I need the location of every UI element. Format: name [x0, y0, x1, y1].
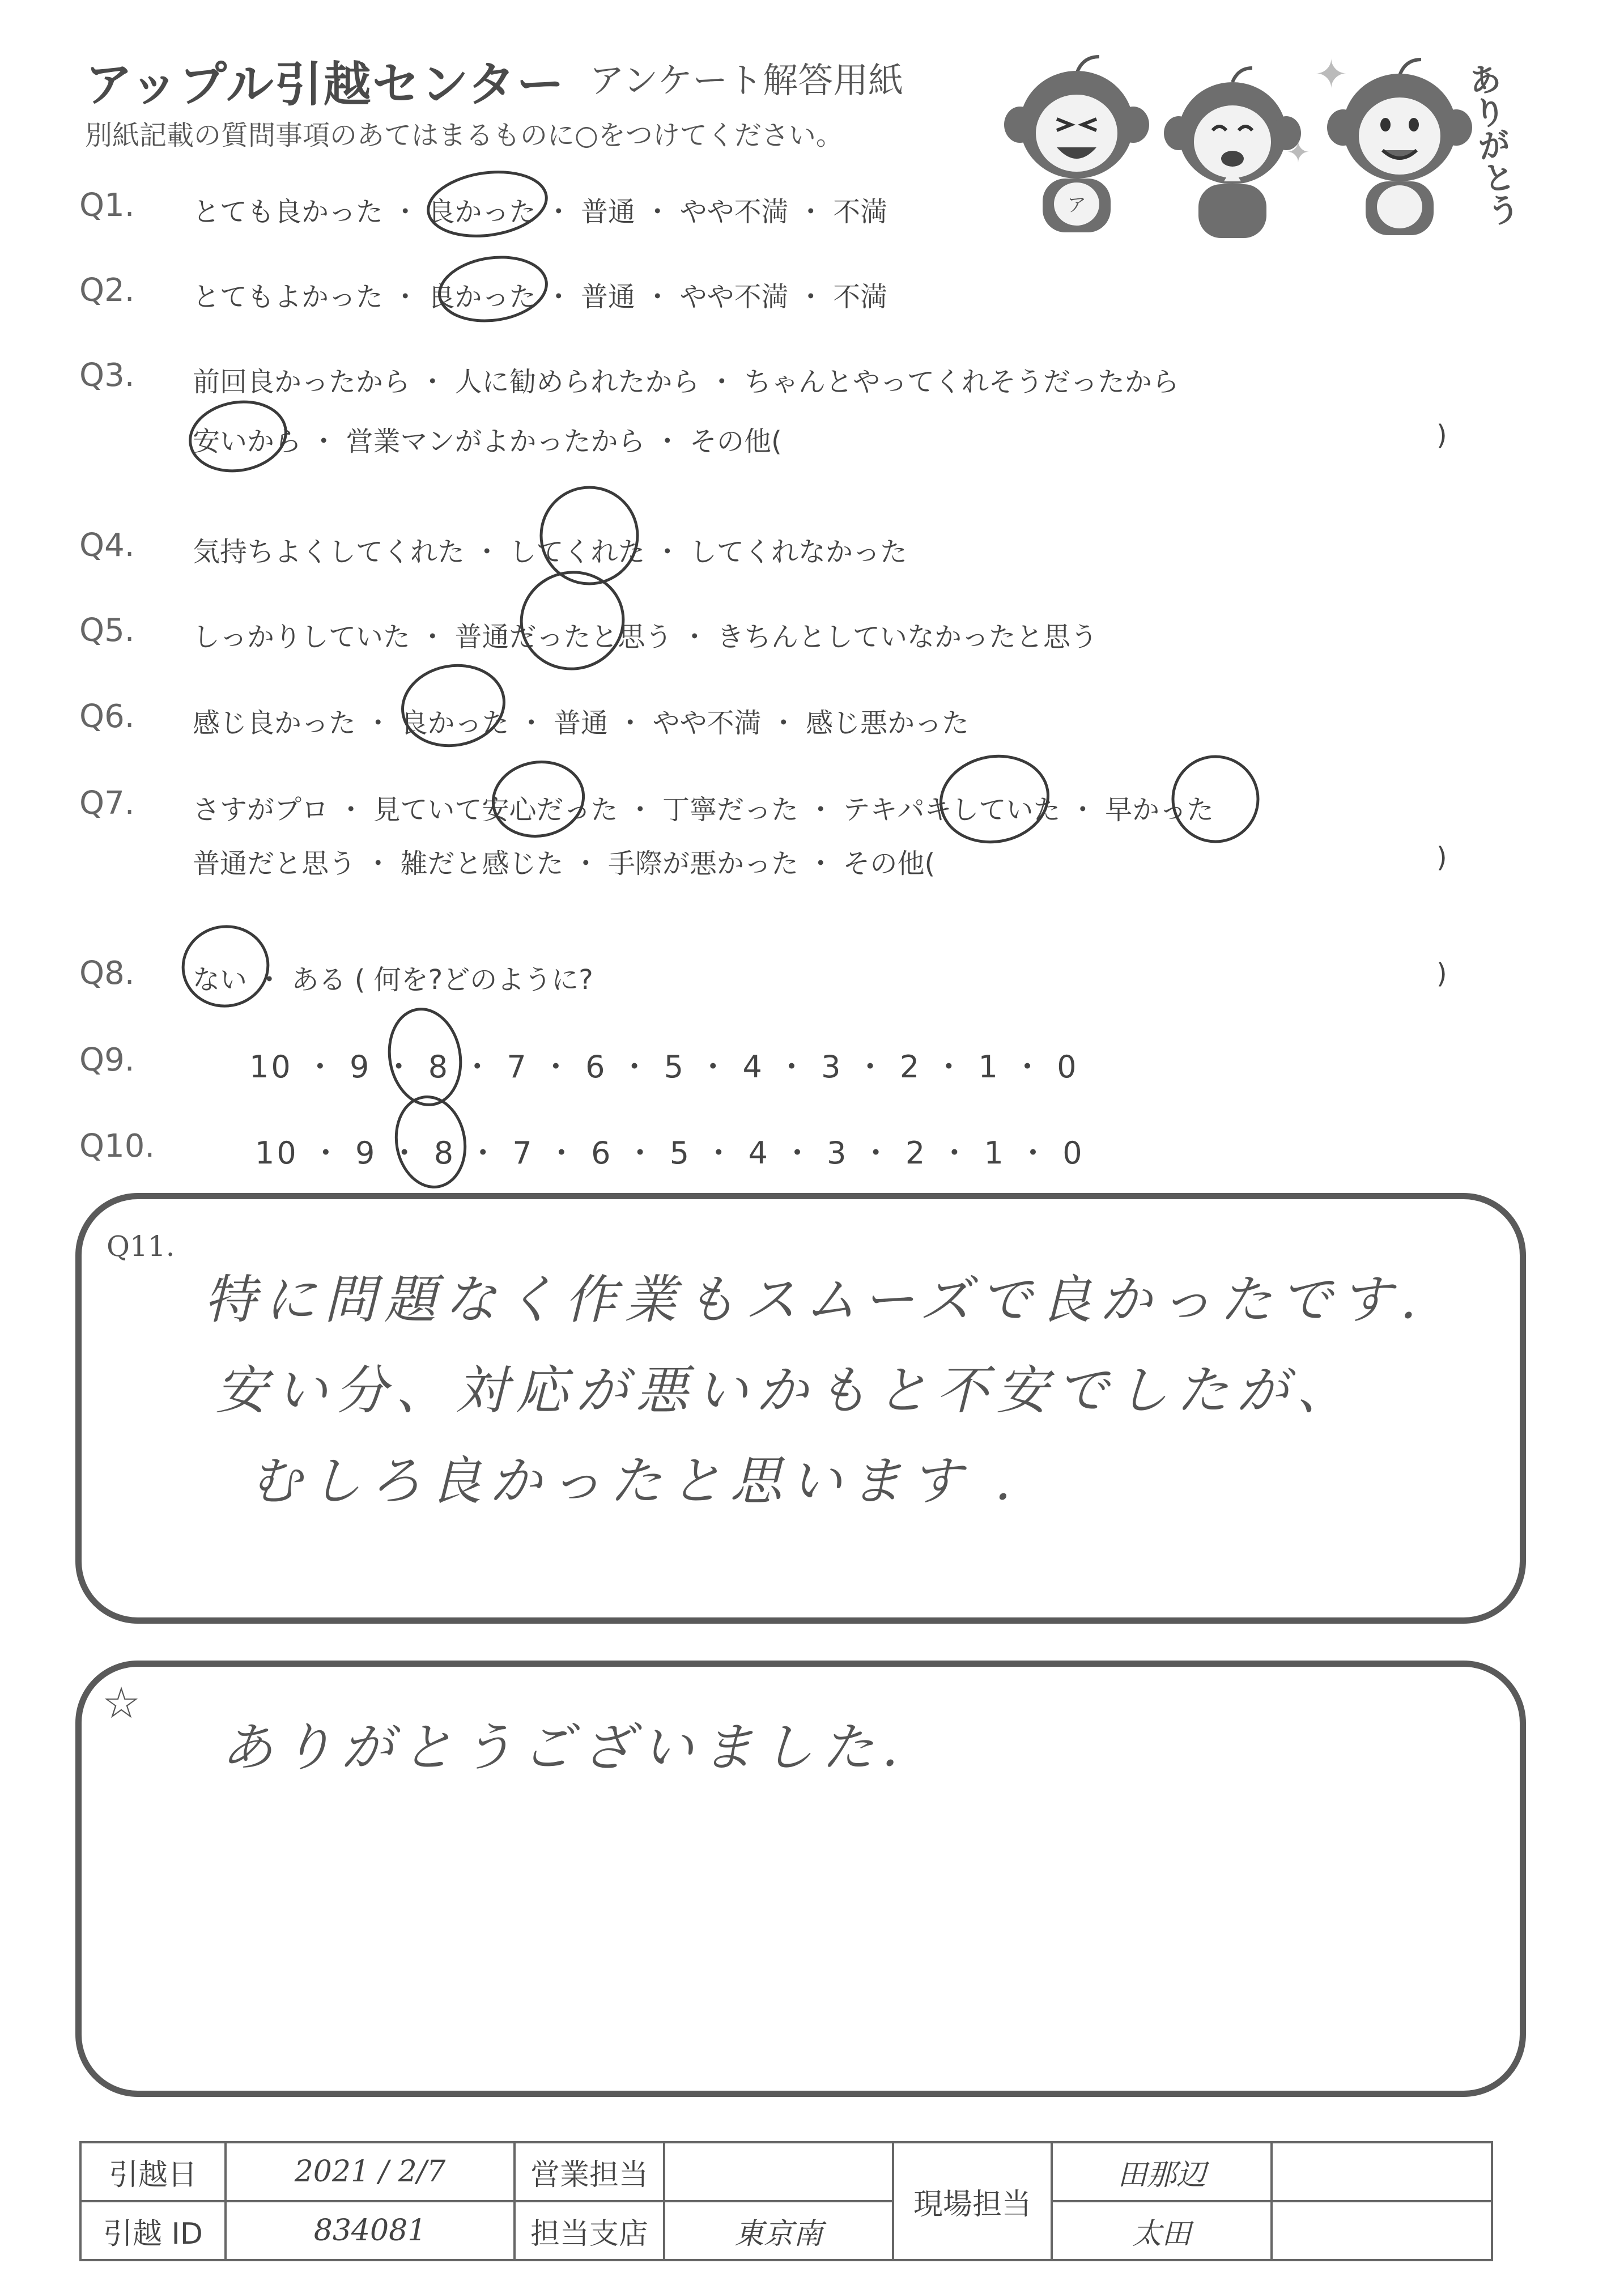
q7-number: Q7. [79, 785, 135, 822]
site-staff-value-2: 太田 [1052, 2201, 1272, 2260]
q6-answer-circle [396, 657, 511, 753]
blank-cell [1272, 2201, 1492, 2260]
q7-options-line2: 普通だと思う ・ 雑だと感じた ・ 手際が悪かった ・ その他( [193, 848, 936, 880]
move-date-value: 2021 / 2/7 [226, 2142, 515, 2201]
q1-options: とても良かった ・ 良かった ・ 普通 ・ やや不満 ・ 不満 [193, 196, 888, 228]
branch-label: 担当支店 [515, 2201, 664, 2260]
q3-paren-close: ) [1436, 419, 1447, 451]
q5-options: しっかりしていた ・ 普通だったと思う ・ きちんとしていなかったと思う [193, 621, 1098, 653]
q6-options: 感じ良かった ・ 良かった ・ 普通 ・ やや不満 ・ 感じ悪かった [193, 707, 970, 739]
footer-info-table [79, 2141, 1493, 2261]
q3-answer-circle [185, 394, 291, 478]
q9-scale: 10 ・ 9 ・ 8 ・ 7 ・ 6 ・ 5 ・ 4 ・ 3 ・ 2 ・ 1 ・ 0 [249, 1049, 1079, 1085]
sales-rep-label: 営業担当 [515, 2142, 664, 2201]
q7-answer-circle [934, 748, 1055, 851]
q2-number: Q2. [79, 272, 135, 309]
sparkle-icon: ✦ [1286, 136, 1310, 169]
q3-options-line1: 前回良かったから ・ 人に勧められたから ・ ちゃんとやってくれそうだったから [193, 366, 1180, 398]
q7-paren-close: ) [1436, 842, 1447, 873]
q3-number: Q3. [79, 357, 135, 394]
instruction-text: 別紙記載の質問事項のあてはまるものに○をつけてください。 [85, 120, 843, 151]
q11-comment-line-3: むしろ良かったと思います . [249, 1451, 1019, 1511]
q6-number: Q6. [79, 698, 135, 735]
q8-number: Q8. [79, 955, 135, 992]
q8-answer-circle [177, 920, 274, 1013]
branch-value: 東京南 [664, 2201, 893, 2260]
sparkle-icon: ✦ [1315, 51, 1348, 97]
arigato-badge: ありがとう [1461, 60, 1522, 229]
q7-answer-circle [487, 755, 589, 843]
q3-options-line2: 安いから ・ 営業マンがよかったから ・ その他( [193, 426, 782, 457]
q8-paren-close: ) [1436, 958, 1447, 990]
q2-answer-circle [435, 250, 550, 327]
sales-rep-value [664, 2142, 893, 2201]
site-staff-value-1: 田那辺 [1052, 2142, 1272, 2201]
site-staff-label: 現場担当 [893, 2142, 1052, 2260]
move-id-value: 834081 [226, 2201, 515, 2260]
q9-number: Q9. [79, 1042, 135, 1078]
q1-answer-circle [424, 165, 550, 243]
q4-options: 気持ちよくしてくれた ・ してくれた ・ してくれなかった [193, 536, 908, 568]
q7-answer-circle [1166, 750, 1265, 848]
q10-scale: 10 ・ 9 ・ 8 ・ 7 ・ 6 ・ 5 ・ 4 ・ 3 ・ 2 ・ 1 ・ 0 [255, 1135, 1085, 1171]
move-id-label: 引越 ID [80, 2201, 226, 2260]
company-title: アップル引越センター [85, 57, 566, 112]
q10-number: Q10. [79, 1128, 155, 1165]
q7-options-line1: さすがプロ ・ 見ていて安心だった ・ 丁寧だった ・ テキパキしていた ・ 早かった [193, 794, 1214, 826]
svg-text:ア: ア [1067, 194, 1086, 216]
q11-comment-line-1: 特に問題なく作業もスムーズで良かったです. [204, 1269, 1425, 1330]
blank-cell [1272, 2142, 1492, 2201]
q2-options: とてもよかった ・ 良かった ・ 普通 ・ やや不満 ・ 不満 [193, 281, 888, 313]
q10-answer-circle [389, 1092, 472, 1190]
star-icon: ☆ [102, 1678, 141, 1728]
q5-number: Q5. [79, 612, 135, 649]
q4-number: Q4. [79, 527, 135, 564]
q9-answer-circle [382, 1004, 468, 1111]
move-date-label: 引越日 [80, 2142, 226, 2201]
message-text: ありがとうございました. [221, 1717, 907, 1778]
q11-comment-line-2: 安い分、対応が悪いかもと不安でしたが、 [215, 1360, 1357, 1421]
q11-label: Q11. [107, 1230, 175, 1263]
q1-number: Q1. [79, 187, 135, 224]
form-subtitle: アンケート解答用紙 [589, 60, 904, 101]
q8-options: ない ・ ある ( 何を?どのように? [193, 964, 593, 996]
